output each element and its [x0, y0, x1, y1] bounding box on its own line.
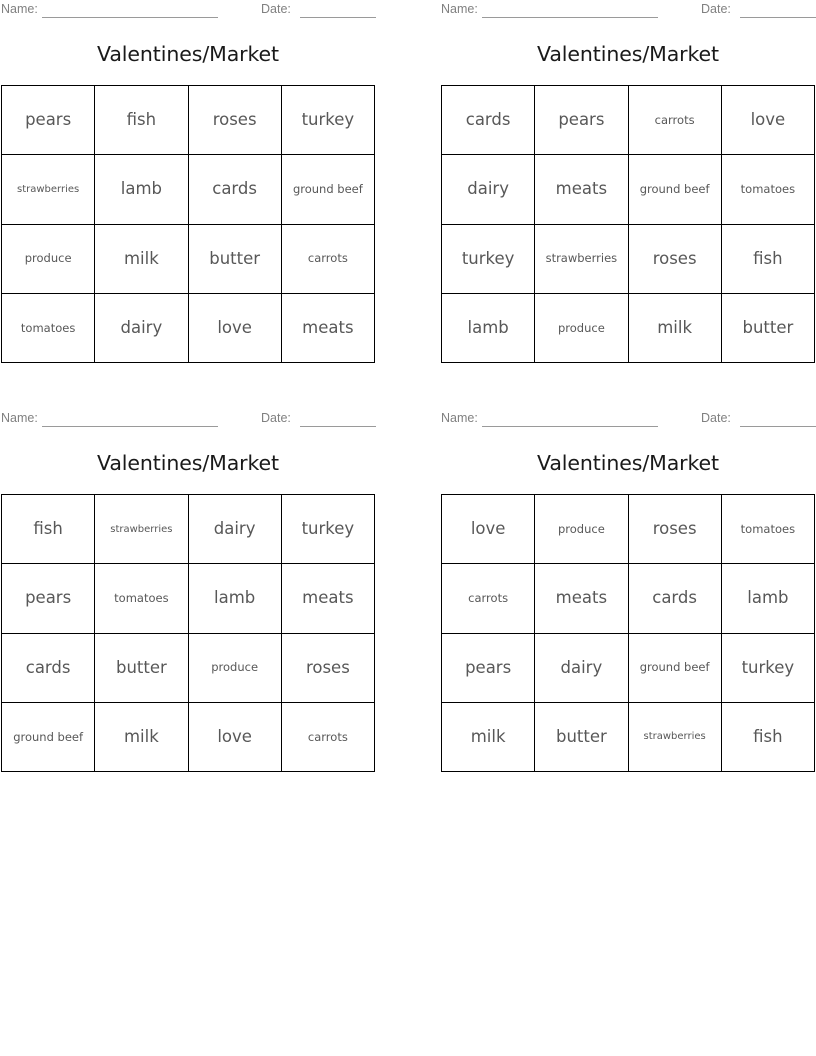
- bingo-cell[interactable]: meats: [282, 564, 375, 633]
- bingo-cell[interactable]: meats: [282, 294, 375, 363]
- name-write-line[interactable]: [482, 17, 658, 18]
- card-title: Valentines/Market: [97, 451, 279, 475]
- bingo-cell[interactable]: roses: [189, 86, 282, 155]
- bingo-cell[interactable]: carrots: [282, 703, 375, 772]
- name-label: Name:: [1, 411, 38, 425]
- bingo-cell[interactable]: strawberries: [535, 225, 628, 294]
- bingo-cell[interactable]: butter: [535, 703, 628, 772]
- bingo-card-4: [440, 409, 815, 746]
- bingo-cell[interactable]: dairy: [442, 155, 535, 224]
- bingo-cell[interactable]: produce: [189, 634, 282, 703]
- bingo-cell[interactable]: lamb: [722, 564, 815, 633]
- date-label: Date:: [261, 411, 291, 425]
- card-title: Valentines/Market: [537, 451, 719, 475]
- bingo-cell[interactable]: butter: [95, 634, 188, 703]
- bingo-cell[interactable]: meats: [535, 564, 628, 633]
- bingo-cell[interactable]: lamb: [189, 564, 282, 633]
- bingo-cell[interactable]: fish: [722, 703, 815, 772]
- date-write-line[interactable]: [300, 17, 376, 18]
- bingo-cell[interactable]: butter: [189, 225, 282, 294]
- bingo-cell[interactable]: pears: [442, 634, 535, 703]
- bingo-cell[interactable]: cards: [442, 86, 535, 155]
- bingo-cell[interactable]: carrots: [282, 225, 375, 294]
- bingo-cell[interactable]: ground beef: [629, 634, 722, 703]
- bingo-cell[interactable]: lamb: [442, 294, 535, 363]
- bingo-cell[interactable]: carrots: [629, 86, 722, 155]
- bingo-cell[interactable]: strawberries: [95, 495, 188, 564]
- name-write-line[interactable]: [42, 17, 218, 18]
- bingo-cell[interactable]: love: [189, 703, 282, 772]
- name-date-line: [0, 0, 376, 22]
- bingo-cell[interactable]: turkey: [442, 225, 535, 294]
- date-write-line[interactable]: [740, 17, 816, 18]
- date-label: Date:: [701, 411, 731, 425]
- bingo-grid-2: [441, 85, 815, 363]
- bingo-cell[interactable]: milk: [442, 703, 535, 772]
- bingo-cell[interactable]: tomatoes: [722, 495, 815, 564]
- bingo-cell[interactable]: milk: [95, 225, 188, 294]
- bingo-cell[interactable]: butter: [722, 294, 815, 363]
- bingo-cell[interactable]: dairy: [535, 634, 628, 703]
- bingo-cell[interactable]: cards: [629, 564, 722, 633]
- name-write-line[interactable]: [482, 426, 658, 427]
- name-date-line: [440, 0, 816, 22]
- bingo-cell[interactable]: strawberries: [629, 703, 722, 772]
- bingo-cell[interactable]: turkey: [722, 634, 815, 703]
- bingo-grid-4: [441, 494, 815, 772]
- name-label: Name:: [441, 2, 478, 16]
- bingo-cell[interactable]: pears: [2, 564, 95, 633]
- bingo-cell[interactable]: fish: [95, 86, 188, 155]
- bingo-cell[interactable]: produce: [535, 495, 628, 564]
- bingo-cell[interactable]: pears: [2, 86, 95, 155]
- bingo-cell[interactable]: turkey: [282, 495, 375, 564]
- bingo-cell[interactable]: ground beef: [629, 155, 722, 224]
- bingo-cell[interactable]: turkey: [282, 86, 375, 155]
- bingo-cell[interactable]: tomatoes: [722, 155, 815, 224]
- bingo-cell[interactable]: milk: [95, 703, 188, 772]
- bingo-cell[interactable]: ground beef: [2, 703, 95, 772]
- bingo-card-1: [0, 0, 375, 337]
- card-title: Valentines/Market: [97, 42, 279, 66]
- bingo-cell[interactable]: carrots: [442, 564, 535, 633]
- bingo-cell[interactable]: roses: [629, 495, 722, 564]
- bingo-cell[interactable]: love: [442, 495, 535, 564]
- bingo-cell[interactable]: milk: [629, 294, 722, 363]
- name-label: Name:: [441, 411, 478, 425]
- bingo-cell[interactable]: meats: [535, 155, 628, 224]
- bingo-cell[interactable]: roses: [282, 634, 375, 703]
- bingo-cell[interactable]: lamb: [95, 155, 188, 224]
- card-title: Valentines/Market: [537, 42, 719, 66]
- bingo-card-2: [440, 0, 815, 337]
- bingo-cell[interactable]: roses: [629, 225, 722, 294]
- bingo-cell[interactable]: love: [722, 86, 815, 155]
- date-write-line[interactable]: [740, 426, 816, 427]
- bingo-grid-3: [1, 494, 375, 772]
- date-label: Date:: [261, 2, 291, 16]
- bingo-cell[interactable]: dairy: [189, 495, 282, 564]
- bingo-card-3: [0, 409, 375, 746]
- bingo-cell[interactable]: cards: [189, 155, 282, 224]
- bingo-cell[interactable]: tomatoes: [2, 294, 95, 363]
- bingo-cell[interactable]: fish: [722, 225, 815, 294]
- bingo-cell[interactable]: ground beef: [282, 155, 375, 224]
- date-label: Date:: [701, 2, 731, 16]
- bingo-cell[interactable]: dairy: [95, 294, 188, 363]
- name-write-line[interactable]: [42, 426, 218, 427]
- bingo-cell[interactable]: produce: [535, 294, 628, 363]
- bingo-cell[interactable]: fish: [2, 495, 95, 564]
- date-write-line[interactable]: [300, 426, 376, 427]
- bingo-cell[interactable]: pears: [535, 86, 628, 155]
- bingo-cell[interactable]: strawberries: [2, 155, 95, 224]
- bingo-cell[interactable]: produce: [2, 225, 95, 294]
- name-date-line: [440, 409, 816, 431]
- name-date-line: [0, 409, 376, 431]
- name-label: Name:: [1, 2, 38, 16]
- bingo-grid-1: [1, 85, 375, 363]
- bingo-cell[interactable]: tomatoes: [95, 564, 188, 633]
- bingo-cell[interactable]: love: [189, 294, 282, 363]
- bingo-cell[interactable]: cards: [2, 634, 95, 703]
